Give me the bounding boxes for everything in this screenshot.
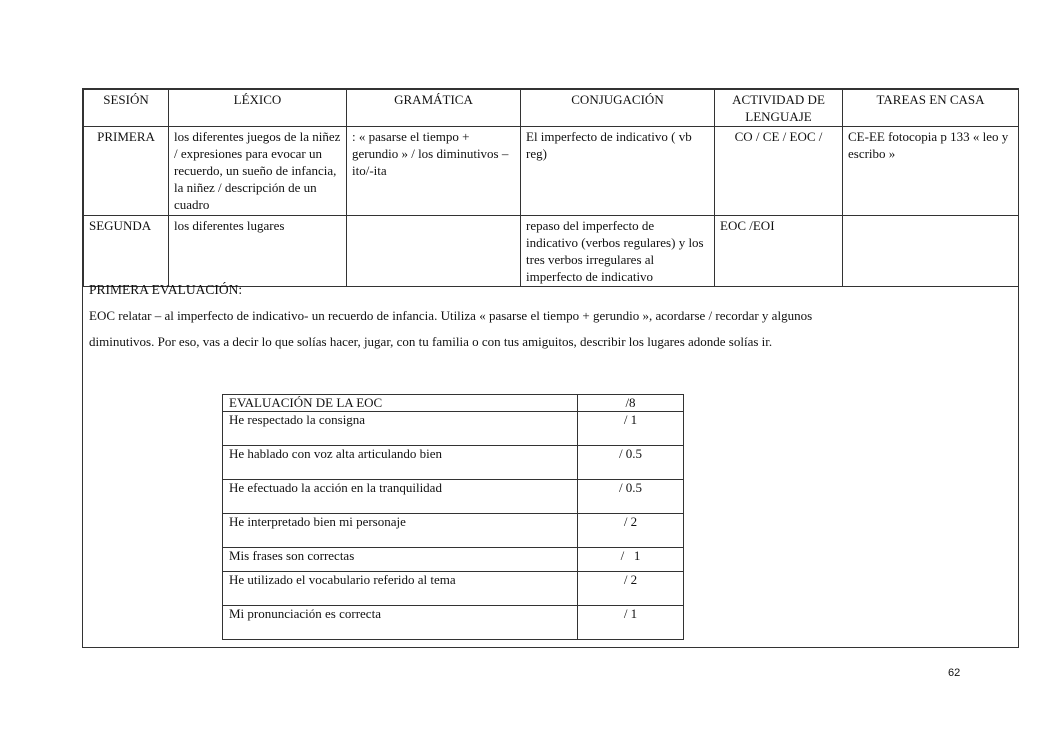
header-conjugacion: CONJUGACIÓN — [521, 90, 715, 127]
row1-tareas: CE-EE fotocopia p 133 « leo y escribo » — [843, 127, 1019, 216]
eoc-criterion: He efectuado la acción en la tranquilidad — [223, 480, 578, 514]
table-row — [223, 412, 684, 446]
evaluation-instructions-line1: EOC relatar – al imperfecto de indicativo- un recuerdo de infancia. Utiliza « pasarse el tiempo + gerundio », acordarse / recordar y algunos — [89, 308, 813, 323]
session-table — [83, 89, 1019, 287]
page-number: 62 — [948, 667, 961, 679]
row2-sesion: SEGUNDA — [84, 216, 169, 287]
eoc-score: / 2 — [578, 514, 684, 548]
eoc-header-label: EVALUACIÓN DE LA EOC — [223, 395, 578, 412]
row2-actividad: EOC /EOI — [715, 216, 843, 287]
eoc-score: / 1 — [578, 548, 684, 572]
eoc-criterion: He utilizado el vocabulario referido al tema — [223, 572, 578, 606]
eoc-header-row — [223, 395, 684, 412]
row2-gramatica — [347, 216, 521, 287]
row1-lexico: los diferentes juegos de la niñez / expresiones para evocar un recuerdo, un sueño de infancia, la niñez / descripción de un cuadro — [169, 127, 347, 216]
row1-sesion: PRIMERA — [84, 127, 169, 216]
eoc-score: / 0.5 — [578, 480, 684, 514]
table-row — [223, 514, 684, 548]
row1-actividad: CO / CE / EOC / — [715, 127, 843, 216]
eoc-criterion: Mis frases son correctas — [223, 548, 578, 572]
header-tareas: TAREAS EN CASA — [843, 90, 1019, 127]
eoc-score: / 1 — [578, 606, 684, 640]
eoc-header-total: /8 — [578, 395, 684, 412]
table-row — [223, 606, 684, 640]
eoc-score: / 1 — [578, 412, 684, 446]
table-row — [223, 548, 684, 572]
header-sesion: SESIÓN — [84, 90, 169, 127]
row1-gramatica: : « pasarse el tiempo + gerundio » / los diminutivos –ito/-ita — [347, 127, 521, 216]
table-row — [223, 446, 684, 480]
row1-conjugacion: El imperfecto de indicativo ( vb reg) — [521, 127, 715, 216]
table-row — [84, 127, 1019, 216]
lesson-plan-frame — [82, 88, 1019, 648]
row2-tareas — [843, 216, 1019, 287]
session-table-header — [84, 90, 1019, 127]
row2-conjugacion: repaso del imperfecto de indicativo (verbos regulares) y los tres verbos irregulares al imperfecto de indicativo — [521, 216, 715, 287]
evaluation-title: PRIMERA EVALUACIÓN: — [89, 282, 243, 297]
eoc-criterion: Mi pronunciación es correcta — [223, 606, 578, 640]
eoc-score: / 0.5 — [578, 446, 684, 480]
table-row — [223, 572, 684, 606]
table-row — [223, 480, 684, 514]
evaluation-instructions-line2: diminutivos. Por eso, vas a decir lo que solías hacer, jugar, con tu familia o con tus amiguitos, describir los lugares adonde solías ir. — [89, 334, 773, 349]
header-gramatica: GRAMÁTICA — [347, 90, 521, 127]
eoc-criterion: He respectado la consigna — [223, 412, 578, 446]
header-actividad: ACTIVIDAD DE LENGUAJE — [715, 90, 843, 127]
table-row — [84, 216, 1019, 287]
eoc-score: / 2 — [578, 572, 684, 606]
eoc-criterion: He interpretado bien mi personaje — [223, 514, 578, 548]
eoc-criterion: He hablado con voz alta articulando bien — [223, 446, 578, 480]
header-lexico: LÉXICO — [169, 90, 347, 127]
row2-lexico: los diferentes lugares — [169, 216, 347, 287]
eoc-rubric-table — [222, 394, 684, 640]
